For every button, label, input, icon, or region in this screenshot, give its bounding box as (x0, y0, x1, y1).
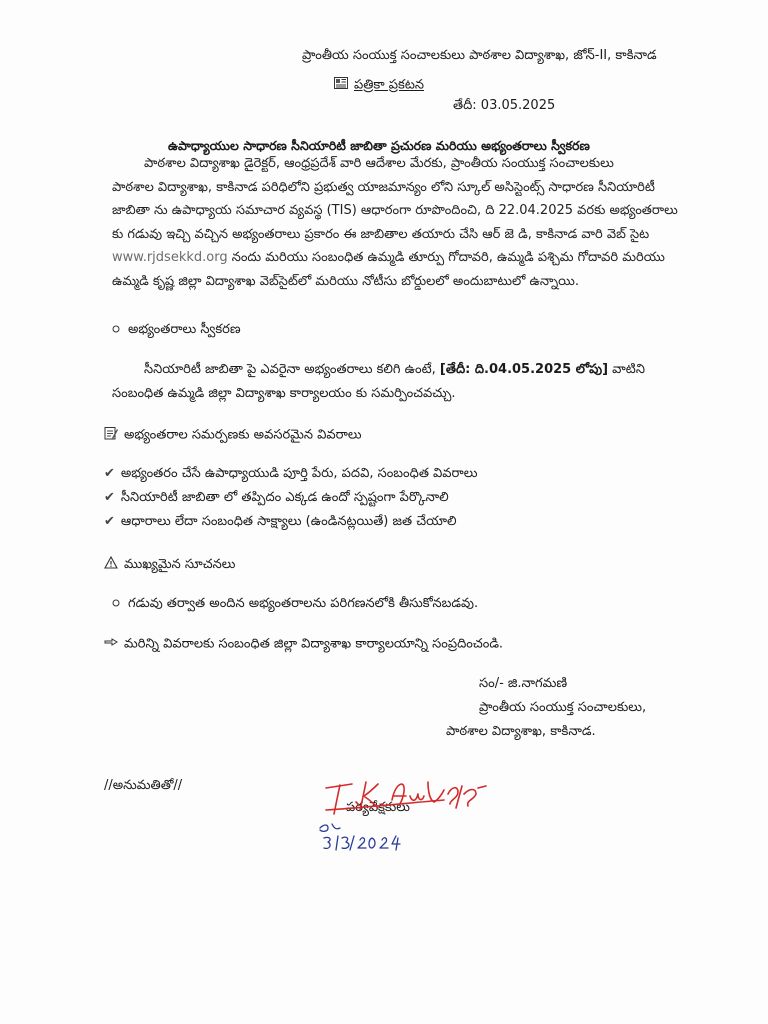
document-title: ఉపాధ్యాయుల సాధారణ సీనియారిటీ జాబితా ప్రచురణ మరియు అభ్యంతరాలు స్వీకరణ (168, 138, 590, 153)
signatory-office: పాఠశాల విద్యాశాఖ, కాకినాడ. (446, 724, 596, 739)
objections-heading (112, 322, 241, 340)
superintendent-label: పర్యవేక్షకులు (346, 800, 410, 815)
approval-note: //అనుమతితో// (104, 778, 183, 793)
check-icon: ✔ (104, 490, 115, 505)
website-link[interactable]: www.rjdsekkd.org (112, 250, 228, 265)
objections-line-2: సంబంధిత ఉమ్మడి జిల్లా విద్యాశాఖ కార్యాలయం కు సమర్పించవచ్చు. (112, 386, 456, 401)
body-line (112, 246, 665, 270)
check-icon: ✔ (104, 466, 115, 481)
body-line: కు గడువు ఇచ్చి వచ్చిన అభ్యంతరాలు ప్రకారం ఈ జాబితాల తయారు చేసి ఆర్ జె డి, కాకినాడ వారి వెబ్ సైట (112, 226, 650, 242)
details-item-text: సీనియారిటీ జాబితా లో తప్పిదం ఎక్కడ ఉందో స్పష్టంగా పేర్కొనాలి (120, 490, 449, 505)
check-icon: ✔ (104, 514, 115, 529)
details-item (104, 514, 457, 532)
pointing-hand-icon (104, 636, 118, 652)
objections-heading-text: అభ్యంతరాలు స్వీకరణ (128, 322, 241, 337)
details-heading (104, 426, 362, 446)
newspaper-icon (334, 76, 348, 94)
details-item (104, 466, 477, 484)
blue-handwritten-note (316, 818, 408, 854)
body-line: పాఠశాల విద్యాశాఖ, కాకినాడ పరిధిలోని ప్రభుత్వ యాజమాన్యం లోని స్కూల్ అసిస్టెంట్స్ సాధారణ సీనియారిటీ (112, 179, 655, 195)
objections-text: సీనియారిటీ జాబితా పై ఎవరైనా అభ్యంతరాలు కలిగి ఉంటే, (144, 362, 440, 377)
press-release-text: పత్రికా ప్రకటన (354, 77, 425, 93)
body-line-rest: నందు మరియు సంబంధిత ఉమ్మడి తూర్పు గోదావరి, ఉమ్మడి పశ్చిమ గోదావరి మరియు (227, 250, 665, 265)
objections-text-end: వాటిని (608, 362, 645, 377)
objections-line-1 (144, 362, 645, 380)
details-item (104, 490, 449, 508)
notes-heading (104, 556, 235, 575)
notes-item-text: గడువు తర్వాత అందిన అభ్యంతరాలను పరిగణనలోకి తీసుకోనబడవు. (128, 596, 479, 611)
details-heading-text: అభ్యంతరాల సమర్పణకు అవసరమైన వివరాలు (124, 427, 362, 443)
body-paragraph (112, 152, 678, 293)
details-item-text: అభ్యంతరం చేసే ఉపాధ్యాయుడి పూర్తి పేరు, పదవి, సంబంధిత వివరాలు (120, 466, 478, 481)
memo-icon (104, 426, 118, 444)
date: తేదీ: 03.05.2025 (453, 98, 556, 113)
warning-icon (104, 556, 118, 573)
office-header: ప్రాంతీయ సంయుక్త సంచాలకులు పాఠశాల విద్యాశాఖ, జోన్-II, కాకినాడ (302, 48, 657, 63)
body-line: పాఠశాల విద్యాశాఖ డైరెక్టర్, ఆంధ్రప్రదేశ్ వారి ఆదేశాల మేరకు, ప్రాంతీయ సంయుక్త సంచాలకులు (144, 156, 614, 171)
details-item-text: ఆధారాలు లేదా సంబంధిత సాక్ష్యాలు (ఉండినట్లయితే) జత చేయాలి (120, 514, 457, 529)
notes-heading-text: ముఖ్యమైన సూచనలు (124, 557, 236, 572)
contact-text: మరిన్ని వివరాలకు సంబంధిత జిల్లా విద్యాశాఖ కార్యాలయాన్ని సంప్రదించండి. (124, 636, 504, 652)
signed-by: సం/- జి.నాగమణి (479, 676, 568, 691)
body-line: ఉమ్మడి కృష్ణ జిల్లా విద్యాశాఖ వెబ్‌సైట్‌లో మరియు నోటీసు బోర్డులలో అందుబాటులో ఉన్నాయి. (112, 273, 580, 289)
contact-line (104, 636, 503, 655)
deadline-text: [తేదీ: ది.04.05.2025 లోపు] (439, 362, 609, 377)
bullet-circle-icon (112, 596, 120, 611)
body-line: జాబితా ను ఉపాధ్యాయ సమాచార వ్యవస్థ (TIS) ఆధారంగా రూపొందించి, ది 22.04.2025 వరకు అభ్యంతరాలు (112, 203, 678, 218)
signatory-designation: ప్రాంతీయ సంయుక్త సంచాలకులు, (479, 700, 647, 715)
press-release-label (334, 76, 424, 96)
bullet-circle-icon (112, 322, 120, 337)
notes-item (112, 596, 478, 614)
